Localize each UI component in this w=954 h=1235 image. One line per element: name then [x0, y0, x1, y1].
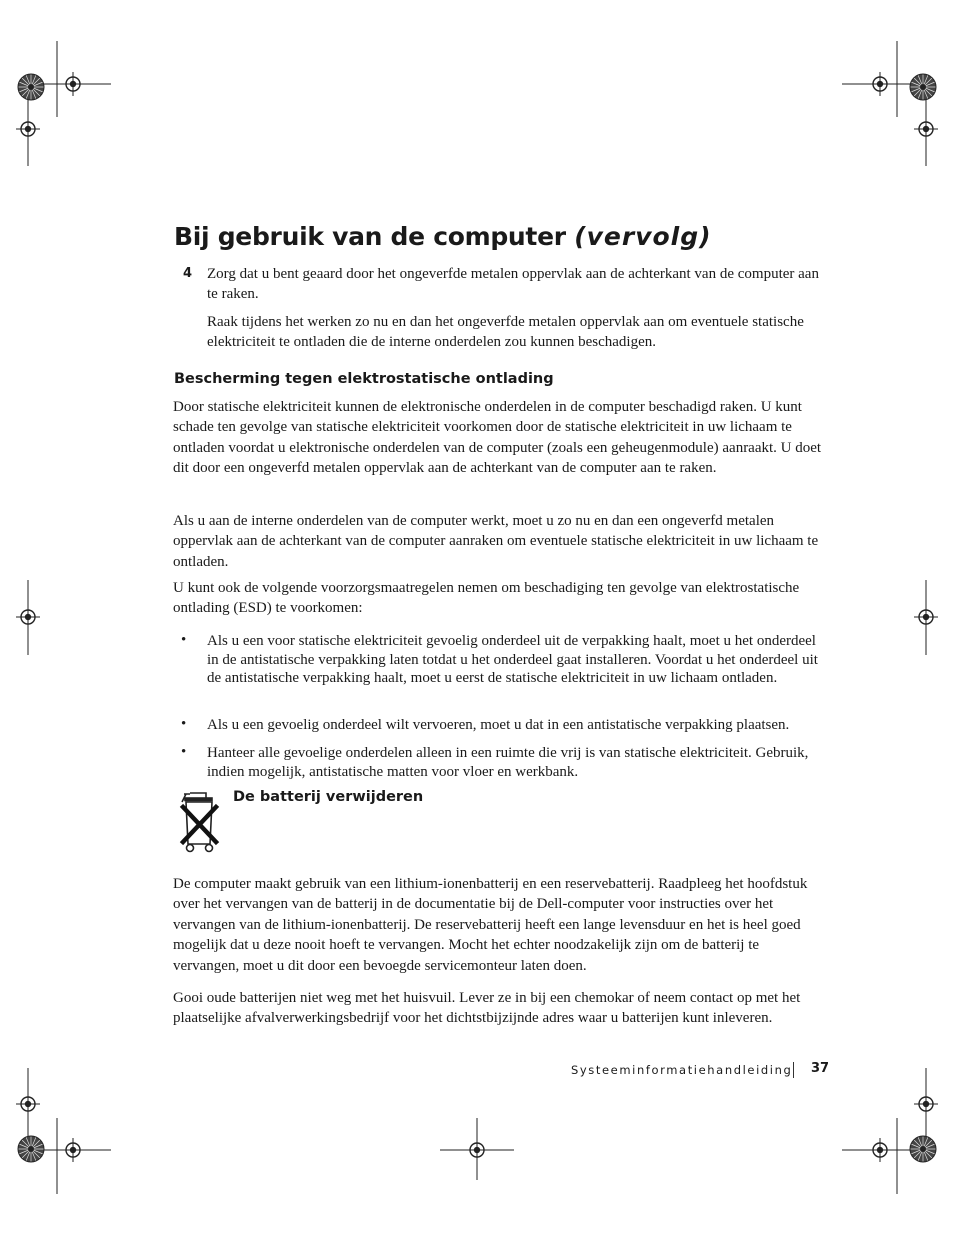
esd-heading: Bescherming tegen elektrostatische ontlading	[174, 371, 554, 387]
bullet-glyph: •	[181, 716, 187, 732]
page-number: 37	[811, 1061, 830, 1076]
esd-bullet-1: Als u een voor statische elektriciteit gevoelig onderdeel uit de verpakking haalt, moet u het onderdeel in de antistatische verpakking laten totdat u het onderdeel gaat installeren. Voordat u het onderdeel uit de antistatische verpakking haalt, moet u eerst de statische elektriciteit in uw lichaam ontladen.	[207, 633, 818, 687]
battery-paragraph-1: De computer maakt gebruik van een lithium-ionenbatterij en een reservebatterij. Raadpleeg het hoofdstuk over het vervangen van de batterij in de documentatie bij de Dell-computer voor instructies over het vervangen van de lithium-ionenbatterij. De reservebatterij heeft een lange levensduur en het is heel goed mogelijk dat u deze nooit hoeft te vervangen. Mocht het echter noodzakelijk zijn om de batterij te vervangen, moet u dit door een bevoegde servicemonteur laten doen.	[173, 876, 808, 974]
bullet-glyph: •	[181, 744, 187, 760]
page-title	[174, 222, 712, 251]
footer-separator	[793, 1062, 794, 1078]
esd-paragraph-2: Als u aan de interne onderdelen van de computer werkt, moet u zo nu en dan een ongeverfd metalen oppervlak aan de achterkant van de computer aanraken om eventuele statische elektriciteit in uw lichaam te ontladen.	[173, 513, 819, 570]
step-number: 4	[183, 266, 193, 281]
footer-manual-name: Systeeminformatiehandleiding	[571, 1063, 793, 1077]
page-title-main: Bij gebruik van de computer	[174, 222, 566, 251]
esd-paragraph-1: Door statische elektriciteit kunnen de elektronische onderdelen in de computer beschadigd raken. U kunt schade ten gevolge van statische elektriciteit voorkomen door de statische elektriciteit in uw lichaam te ontladen voordat u elektronische onderdelen van de computer (zoals een geheugenmodule) aanraakt. U doet dit door een ongeverfd metalen oppervlak aan de achterkant van de computer aan te raken.	[173, 399, 822, 477]
page-title-continued: (vervolg)	[574, 222, 712, 251]
esd-bullet-2: Als u een gevoelig onderdeel wilt vervoeren, moet u dat in een antistatische verpakking plaatsen.	[207, 717, 790, 733]
esd-paragraph-3: U kunt ook de volgende voorzorgsmaatregelen nemen om beschadiging ten gevolge van elektrostatische ontlading (ESD) te voorkomen:	[173, 580, 800, 617]
step-text: Zorg dat u bent geaard door het ongeverfde metalen oppervlak aan de achterkant van de computer aan te raken.	[207, 266, 819, 303]
battery-heading: De batterij verwijderen	[233, 789, 424, 805]
bullet-glyph: •	[181, 632, 187, 648]
crossed-out-wheelie-bin-icon	[176, 790, 228, 856]
step-note: Raak tijdens het werken zo nu en dan het ongeverfde metalen oppervlak aan om eventuele statische elektriciteit te ontladen die de interne onderdelen zou kunnen beschadigen.	[207, 314, 804, 351]
esd-bullet-3: Hanteer alle gevoelige onderdelen alleen in een ruimte die vrij is van statische elektriciteit. Gebruik, indien mogelijk, antistatische matten voor vloer en werkbank.	[207, 745, 809, 780]
battery-paragraph-2: Gooi oude batterijen niet weg met het huisvuil. Lever ze in bij een chemokar of neem contact op met het plaatselijke afvalverwerkingsbedrijf voor het dichtstbijzijnde adres waar u batterijen kunt inleveren.	[173, 990, 801, 1027]
